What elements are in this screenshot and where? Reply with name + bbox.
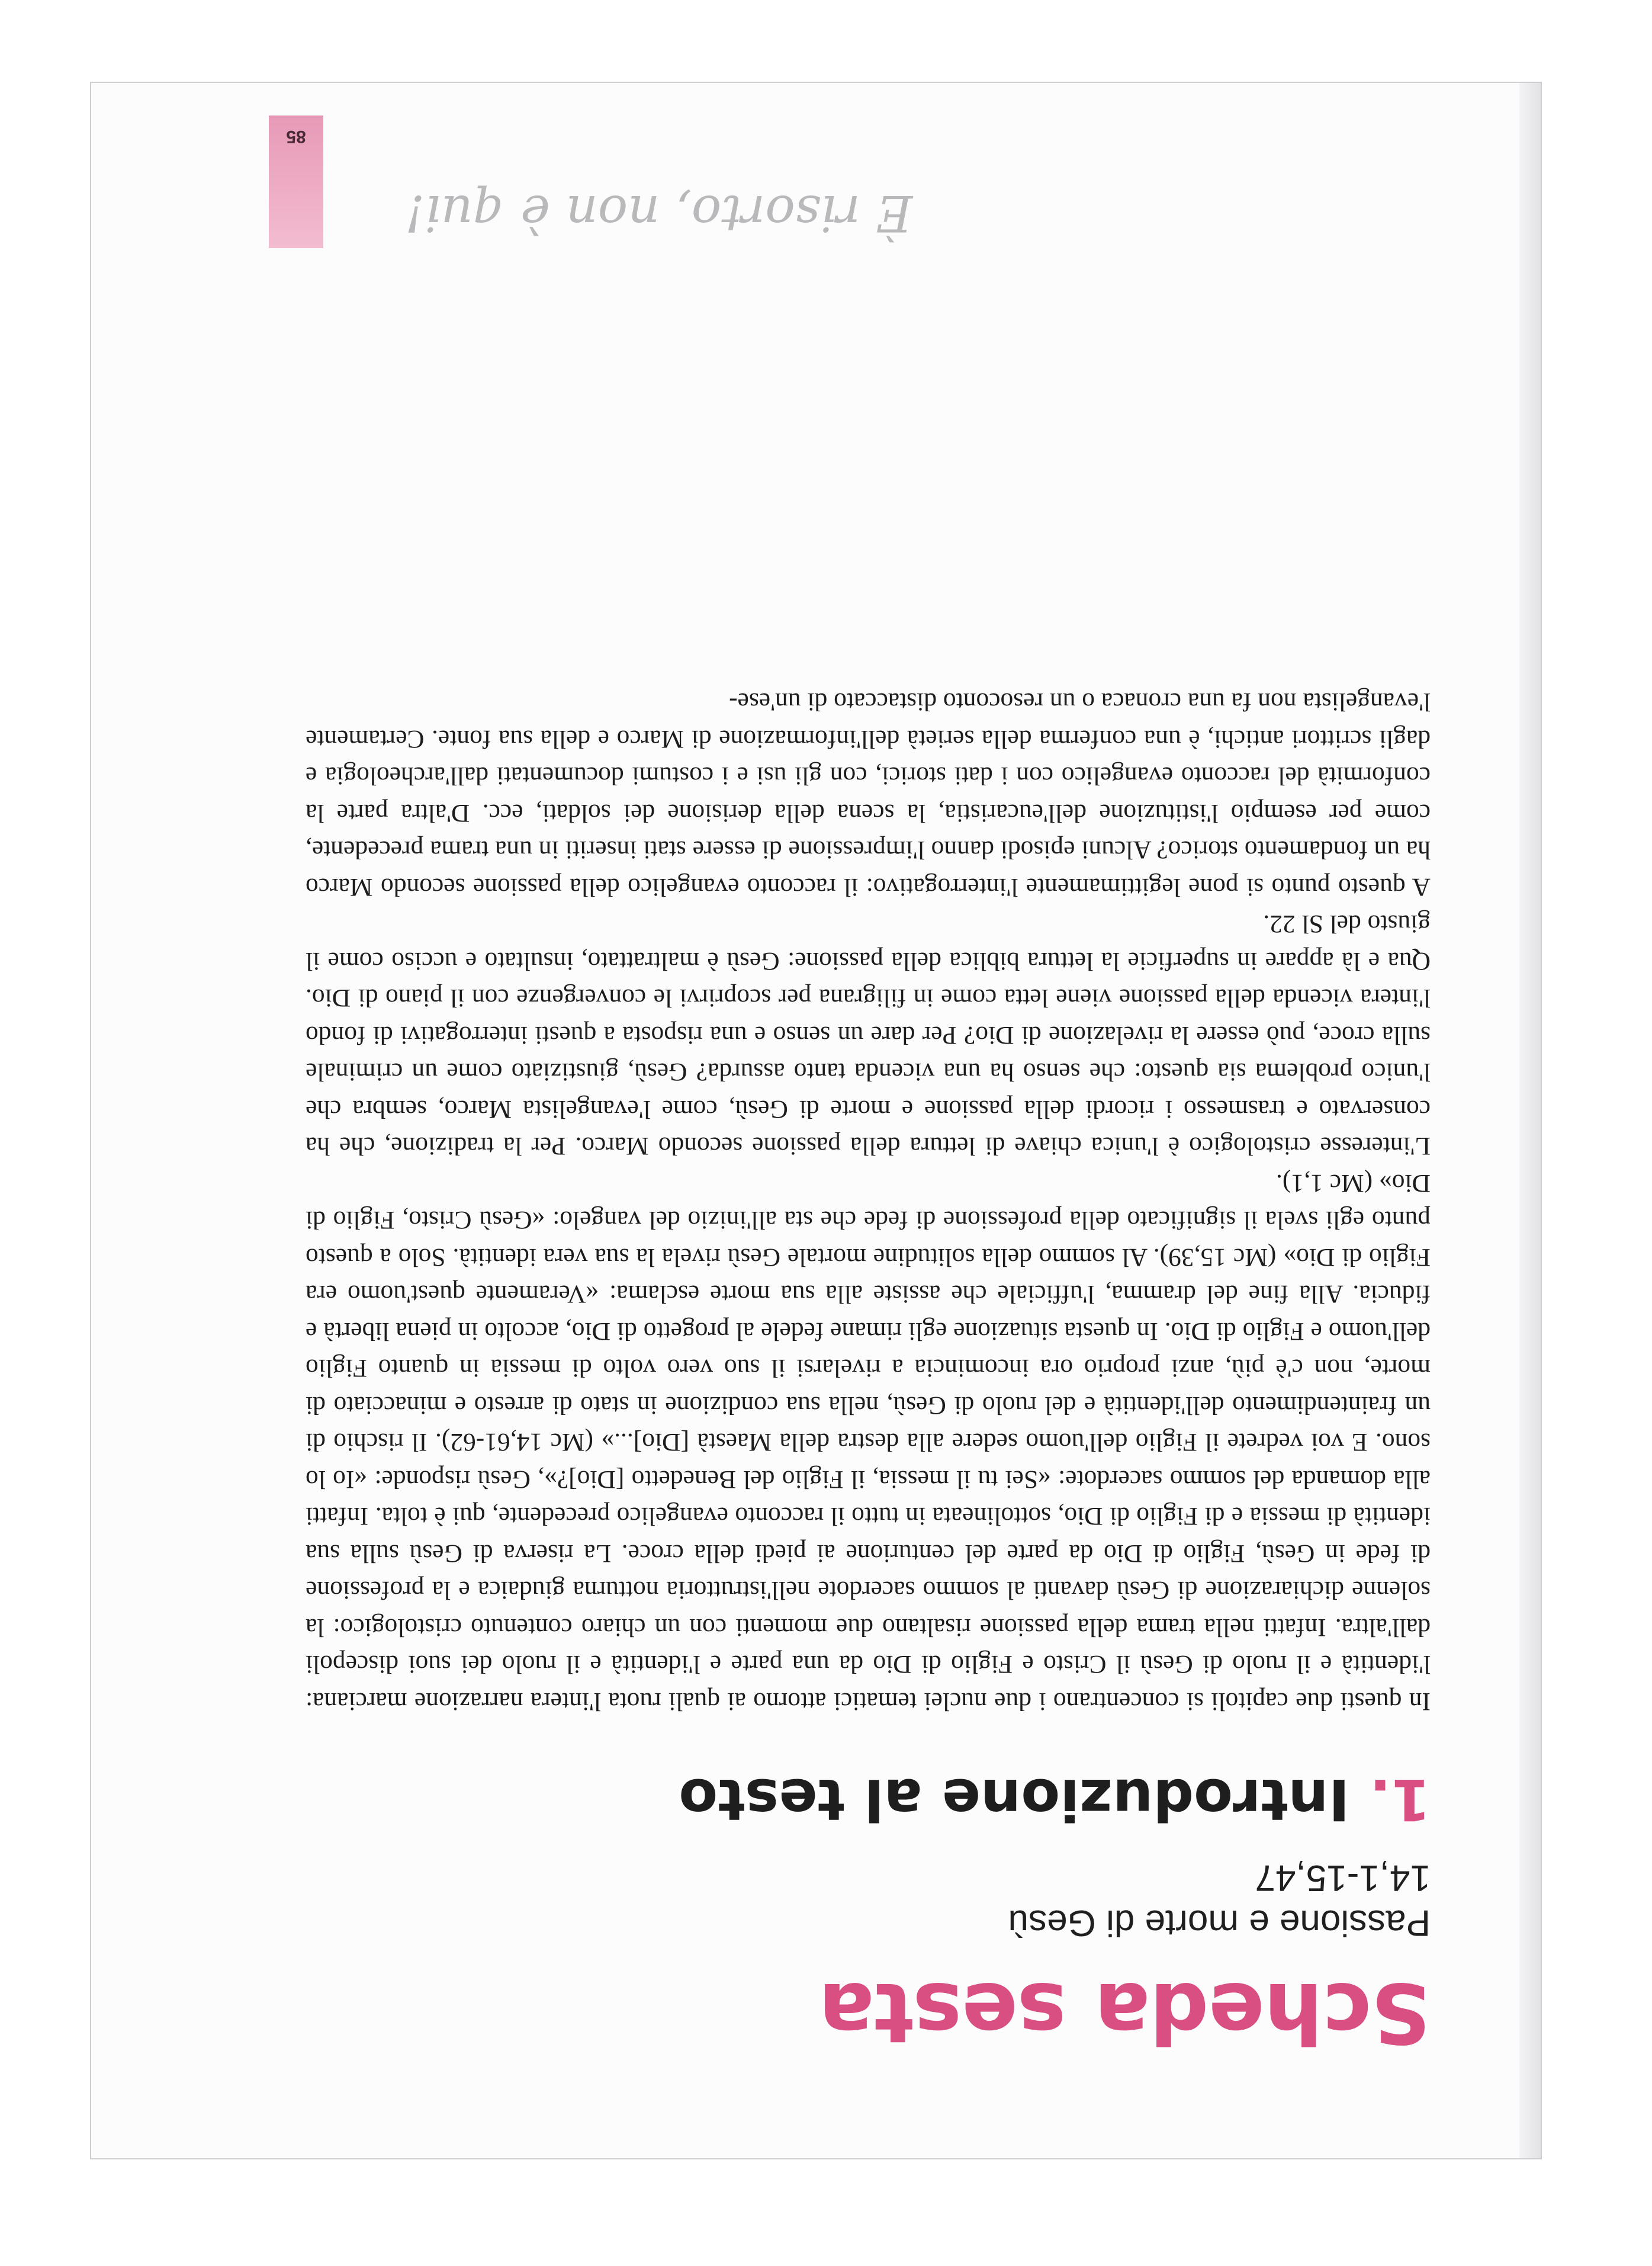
section-number: 1. [1369, 1766, 1431, 1832]
page-footer [269, 127, 1541, 248]
rotated-page-content [91, 83, 1541, 2158]
scanned-page [90, 82, 1542, 2159]
paragraph: In questi due capitoli si concentrano i due nuclei tematici attorno ai quali ruota l'intera narrazione marciana: l'identità e il ruolo di Gesù il Cristo e Figlio di Dio da una parte e l'identità e il ruolo dei suoi discepoli dall'altra. Infatti nella trama della passione risaltano due momenti con un chiaro contenuto cristologico: la solenne dichiarazione di Gesù davanti al sommo sacerdote nell'istruttoria notturna giudaica e la professione di fede in Gesù, Figlio di Dio da parte del centurione ai piedi della croce. La riserva di Gesù sulla sua identità di messia e di Figlio di Dio, sottolineata in tutto il racconto evangelico precedente, qui è tolta. Infatti alla domanda del sommo sacerdote: «Sei tu il messia, il Figlio del Benedetto [Dio]?», Gesù risponde: «Io lo sono. E voi vedrete il Figlio dell'uomo sedere alla destra della Maestà [Dio]...» (Mc 14,61-62). Il rischio di un fraintendimento dell'identità e del ruolo di Gesù, nella sua condizione in stato di arresto e minacciato di morte, non c'è più, anzi proprio ora incomincia a rivelarsi il suo vero volto di messia in quanto Figlio dell'uomo e Figlio di Dio. In questa situazione egli rimane fedele al progetto di Dio, accolto in piena libertà e fiducia. Alla fine del dramma, l'ufficiale che assiste alla sua morte esclama: «Veramente quest'uomo era Figlio di Dio» (Mc 15,39). Al sommo della solitudine mortale Gesù rivela la sua vera identità. Solo a questo punto egli svela il significato della professione di fede che sta all'inizio del vangelo: «Gesù Cristo, Figlio di Dio» (Mc 1,1). [306, 1169, 1431, 1716]
paragraph: L'interesse cristologico è l'unica chiave di lettura della passione secondo Marco. Per la tradizione, che ha conservato e trasmesso i ricordi della passione e morte di Gesù, come l'evangelista Marco, sembra che l'unico problema sia questo: che senso ha una vicenda tanto assurda? Gesù, giustiziato come un criminale sulla croce, può essere la rivelazione di Dio? Per dare un senso e una risposta a questi interrogativi di fondo l'intera vicenda della passione viene letta come in filigrana per scoprirvi le convergenze con il piano di Dio. Qua e là appare in superficie la lettura biblica della passione: Gesù è maltrattato, insultato e ucciso come il giusto del Sl 22. [306, 910, 1431, 1161]
page-title: Scheda sesta [819, 1964, 1431, 2060]
body-text [306, 683, 1431, 1720]
subtitle-line-2: 14,1-15,47 [1255, 1857, 1431, 1898]
section-title: Introduzione al testo [679, 1766, 1350, 1832]
paragraph: A questo punto si pone legittimamente l'interrogativo: il racconto evangelico della passione secondo Marco ha un fondamento storico? Alcuni episodi danno l'impressione di essere stati inseriti in una trama precedente, come per esempio l'istituzione dell'eucaristia, la scena della derisione dei soldati, ecc. D'altra parte la conformità del racconto evangelico con i dati storici, con gli usi e i costumi documentati dall'archeologia e dagli scrittori antichi, è una conferma della serietà dell'informazione di Marco e della sua fonte. Certamente l'evangelista non fa una cronaca o un resoconto distaccato di un'ese- [306, 688, 1431, 901]
section-heading [679, 1766, 1431, 1832]
subtitle-line-1: Passione e morte di Gesù [1008, 1902, 1431, 1943]
page-subtitle [1008, 1855, 1431, 1945]
page-number-tab [269, 115, 323, 248]
page-body [306, 83, 1431, 2158]
page-number: 85 [286, 127, 306, 146]
running-title: È risorto, non è qui! [405, 184, 912, 242]
